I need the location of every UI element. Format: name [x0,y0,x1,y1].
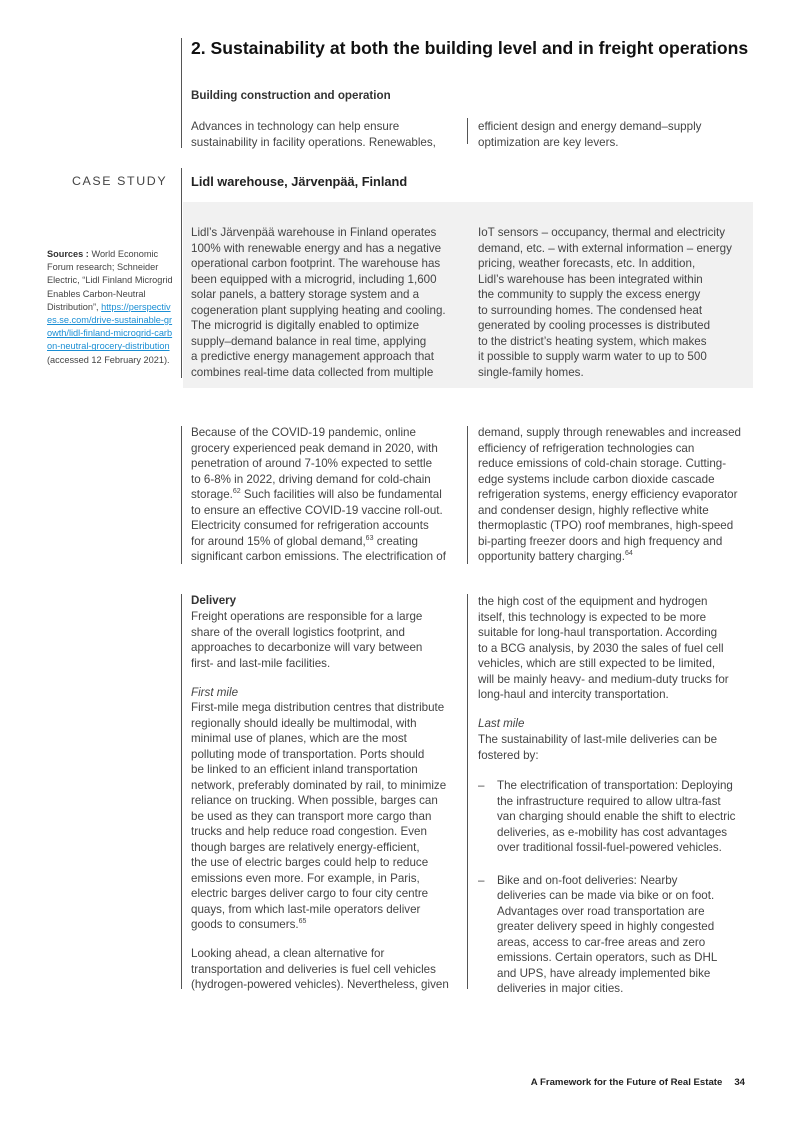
sources-label: Sources : [47,249,89,259]
covid-vertical-rule [181,426,182,564]
page-footer [531,1077,745,1088]
case-study-vertical-rule [181,168,182,378]
delivery-heading: Delivery [191,594,237,607]
sources-note [47,248,175,367]
last-mile-bullet-list [478,778,753,997]
bullet-dash: – [478,779,485,792]
last-mile-heading: Last mile [478,717,525,730]
covid-column-divider [467,426,468,564]
first-mile-body: First-mile mega distribution centres that distribute regionally should ideally be multimodal, with minimal use of planes, which are the most polluting mode of transportation. Ports should be linked to an efficient inland transportation network, preferably dominated by rail, to minimize reliance on trucking. When possible, barges can be used as they can transport more cargo than trucks and help reduce road congestion. Even though barges are relatively energy-efficient, the use of electric barges could help to reduce emissions even more. For example, in Paris, electric barges deliver cargo to four city centre quays, from which last-mile operators deliver goods to consumers. [191,701,447,931]
building-column-divider [467,118,468,144]
building-heading: Building construction and operation [191,89,391,102]
delivery-column-divider [467,594,468,989]
sources-accessed: (accessed 12 February 2021). [47,354,170,365]
building-right-text: efficient design and energy demand–supply optimization are key levers. [478,120,702,149]
bullet-dash: – [478,873,485,887]
list-item [478,778,753,856]
looking-ahead-text: Looking ahead, a clean alternative for transportation and deliveries is fuel cell vehicles (hydrogen-powered vehicles). Nevertheless, given [191,947,449,991]
case-study-right-text: IoT sensors – occupancy, thermal and electricity demand, etc. – with external information – energy pricing, weather forecasts, etc. In addition, Lidl’s warehouse has been integrated within the community to supply the excess energy to surrounding homes. The condensed heat generated by cooling processes is distributed to the district’s heating system, which makes it possible to supply warm water to up to 500 single-family homes. [478,226,732,379]
page-number: 34 [734,1077,745,1088]
list-item [478,873,753,997]
case-study-label: CASE STUDY [72,174,168,188]
covid-left-part-a: Because of the COVID-19 pandemic, online grocery experienced peak demand in 2020, with penetration of around 7-10% expected to settle to 6-8% in 2022, driving demand for cold-chain storage. [191,426,438,501]
covid-left-text [191,425,463,565]
sources-link[interactable]: https://perspectives.se.com/drive-sustainable-growth/lidl-finland-microgrid-carbon-neutral-grocery-distribution [47,301,173,352]
covid-left-part-c: creating significant carbon emissions. The electrification of [191,534,446,563]
footnote-65: 65 [298,918,307,926]
delivery-vertical-rule [181,594,182,989]
covid-right-text [478,425,753,565]
sources-text: World Economic Forum research; Schneider Electric, “Lidl Finland Microgrid Enables Carbon-Neutral Distribution”, [47,249,173,312]
covid-left-part-b: Such facilities will also be fundamental to ensure an effective COVID-19 vaccine roll-out. Electricity consumed for refrigeration accounts for around 15% of global demand, [191,488,443,548]
covid-right-body: demand, supply through renewables and increased efficiency of refrigeration technologies can reduce emissions of cold-chain storage. Cutting- edge systems include carbon dioxide cascade refrigeration systems, energy efficiency evaporator and condenser design, highly reflective white thermoplastic (TPO) roof membranes, high-speed bi-parting freezer doors and high frequency and opportunity battery charging. [478,426,741,563]
footnote-63: 63 [365,534,374,542]
footnote-64: 64 [624,550,633,558]
first-mile-text [191,700,463,933]
footnote-62: 62 [232,488,241,496]
page-title: 2. Sustainability at both the building level and in freight operations [191,38,749,58]
bullet-text: The electrification of transportation: Deploying the infrastructure required to allow ultra-fast van charging should enable the shift to electric deliveries, as e-mobility has cost advantages over traditional fossil-fuel-powered vehicles. [497,779,736,854]
delivery-right-intro: the high cost of the equipment and hydrogen itself, this technology is expected to be more suitable for long-haul transportation. According to a BCG analysis, by 2030 the sales of fuel cell vehicles, which are still expected to be limited, will be mainly heavy- and medium-duty trucks for long-haul and intercity transportation. [478,595,729,701]
footer-title: A Framework for the Future of Real Estate [530,1077,723,1088]
case-study-title: Lidl warehouse, Järvenpää, Finland [191,174,408,189]
building-left-text: Advances in technology can help ensure sustainability in facility operations. Renewables, [191,120,436,149]
bullet-text: Bike and on-foot deliveries: Nearby deliveries can be made via bike or on foot. Advantages over road transportation are greater delivery speed in highly congested areas, access to car-free areas and zero emissions. Certain operators, such as DHL and UPS, have already implemented bike deliveries in major cities. [497,873,718,995]
case-study-left-text: Lidl’s Järvenpää warehouse in Finland operates 100% with renewable energy and has a negative operational carbon footprint. The warehouse has been equipped with a microgrid, including 1,600 solar panels, a battery storage system and a cogeneration plant supplying heating and cooling. The microgrid is digitally enabled to optimize supply–demand balance in real time, applying a predictive energy management approach that combines real-time data collected from multiple [191,226,446,379]
header-vertical-rule [181,38,182,148]
delivery-intro: Freight operations are responsible for a large share of the overall logistics footprint, and approaches to decarbonize will vary between first- and last-mile facilities. [191,610,423,670]
last-mile-intro: The sustainability of last-mile deliveries can be fostered by: [478,733,718,762]
first-mile-heading: First mile [191,686,239,699]
